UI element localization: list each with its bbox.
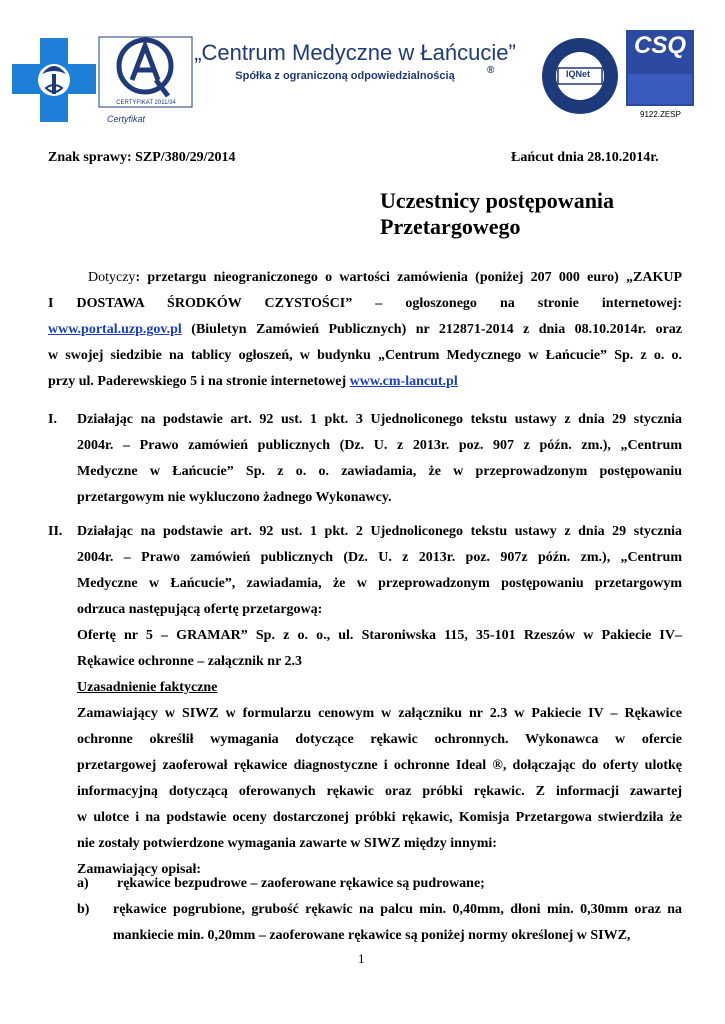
intro-label: Dotyczy bbox=[88, 270, 136, 285]
case-number: Znak sprawy: SZP/380/29/2014 bbox=[48, 150, 236, 165]
certificate-caption: Certyfikat bbox=[107, 114, 146, 124]
company-subtitle: Spółka z ograniczoną odpowiedzialnością bbox=[235, 70, 455, 82]
page-number: 1 bbox=[358, 951, 365, 966]
section-1-line: przetargowym nie wykluczono żadnego Wykonawcy. bbox=[77, 490, 392, 505]
section-2-line: 2004r. – Prawo zamówień publicznych (Dz. U. z 2013r. poz. 907z późn. zm.), „Centrum bbox=[77, 550, 682, 565]
list-item-a-marker: a) bbox=[77, 876, 89, 891]
section-1-line: Medyczne w Łańcucie” Sp. z o. o. zawiadamia, że w przeprowadzonym postępowaniu bbox=[77, 464, 682, 479]
section-2-body bbox=[77, 519, 682, 883]
justification-line: przetargowej zaoferował rękawice diagnostyczne i ochronne Ideal ®, dołączając do oferty ulotkę bbox=[77, 758, 682, 773]
justification-line: Zamawiający opisał: bbox=[77, 862, 202, 877]
csq-code: 9122.ZESP bbox=[640, 110, 681, 119]
intro-line-2: I DOSTAWA ŚRODKÓW CZYSTOŚCI” – ogłoszonego na stronie internetowej: bbox=[48, 296, 682, 311]
rejected-offer-line: Rękawice ochronne – załącznik nr 2.3 bbox=[77, 654, 303, 669]
list-item-a-text: rękawice bezpudrowe – zaoferowane rękawice są pudrowane; bbox=[117, 876, 485, 891]
intro-line-5: przy ul. Paderewskiego 5 i na stronie internetowej bbox=[48, 374, 350, 389]
intro-line-1: : przetargu nieograniczonego o wartości zamówienia (poniżej 207 000 euro) „ZAKUP bbox=[135, 270, 682, 285]
justification-heading: Uzasadnienie faktyczne bbox=[77, 680, 218, 695]
section-2-line: odrzuca następującą ofertę przetargową: bbox=[77, 602, 323, 617]
justification-line: informacyjną dotyczącą oferowanych rękawic oraz próbki rękawic. Z informacji zawartej bbox=[77, 784, 682, 799]
recipient-line-2: Przetargowego bbox=[380, 214, 521, 239]
section-1-number: I. bbox=[48, 412, 57, 427]
company-title: „Centrum Medyczne w Łańcucie” bbox=[194, 40, 516, 65]
justification-line: Zamawiający w SIWZ w formularzu cenowym w załączniku nr 2.3 w Pakiecie IV – Rękawice bbox=[77, 706, 682, 721]
intro-line-4: w swojej siedzibie na tablicy ogłoszeń, w budynku „Centrum Medycznego w Łańcucie” Sp. z o. o. bbox=[48, 348, 682, 363]
list-item-b-marker: b) bbox=[77, 902, 90, 917]
quality-certificate-logo bbox=[98, 36, 193, 108]
recipient-heading bbox=[380, 188, 670, 240]
section-2-number: II. bbox=[48, 524, 63, 539]
iqnet-label: IQNet bbox=[566, 69, 591, 79]
registered-mark: ® bbox=[487, 65, 495, 76]
list-item-b-text bbox=[113, 897, 682, 949]
section-2-line: Medyczne w Łańcucie”, zawiadamia, że w przeprowadzonym postępowaniu przetargowym bbox=[77, 576, 682, 591]
justification-line: ochronne określił wymagania dotyczące rękawic ochronnych. Wykonawca w ofercie bbox=[77, 732, 682, 747]
justification-line: w ulotce i na podstawie oceny dostarczonej próbki rękawic, Komisja Przetargowa stwierdziła że bbox=[77, 810, 682, 825]
section-2-line: Działając na podstawie art. 92 ust. 1 pkt. 2 Ujednoliconego tekstu ustawy z dnia 29 stycznia bbox=[77, 524, 682, 539]
hospital-cross-logo bbox=[12, 38, 96, 122]
uzp-portal-link[interactable]: www.portal.uzp.gov.pl bbox=[48, 322, 182, 337]
place-date: Łańcut dnia 28.10.2014r. bbox=[511, 150, 659, 165]
cm-lancut-link[interactable]: www.cm-lancut.pl bbox=[349, 374, 458, 389]
intro-line-3: (Biuletyn Zamówień Publicznych) nr 212871-2014 z dnia 08.10.2014r. oraz bbox=[181, 322, 682, 337]
certificate-badge-text: CERTYFIKAT 2011/34 bbox=[116, 100, 176, 106]
list-item-b-line: rękawice pogrubione, grubość rękawic na palcu min. 0,40mm, dłoni min. 0,30mm oraz na bbox=[113, 902, 682, 917]
recipient-line-1: Uczestnicy postępowania bbox=[380, 188, 615, 213]
section-1-line: 2004r. – Prawo zamówień publicznych (Dz. U. z 2013r. poz. 907 z późn. zm.), „Centrum bbox=[77, 438, 682, 453]
intro-paragraph bbox=[48, 265, 682, 395]
justification-line: nie zostały potwierdzone wymagania zawarte w SIWZ między innymi: bbox=[77, 836, 497, 851]
section-1-line: Działając na podstawie art. 92 ust. 1 pkt. 3 Ujednoliconego tekstu ustawy z dnia 29 stycznia bbox=[77, 412, 682, 427]
section-1-body bbox=[77, 407, 682, 511]
rejected-offer-line: Ofertę nr 5 – GRAMAR” Sp. z o. o., ul. Staroniwska 115, 35-101 Rzeszów w Pakiecie IV– bbox=[77, 628, 682, 643]
csq-label: CSQ bbox=[633, 32, 686, 59]
list-item-b-line: mankiecie min. 0,20mm – zaoferowane rękawice są poniżej normy określonej w SIWZ, bbox=[113, 928, 631, 943]
